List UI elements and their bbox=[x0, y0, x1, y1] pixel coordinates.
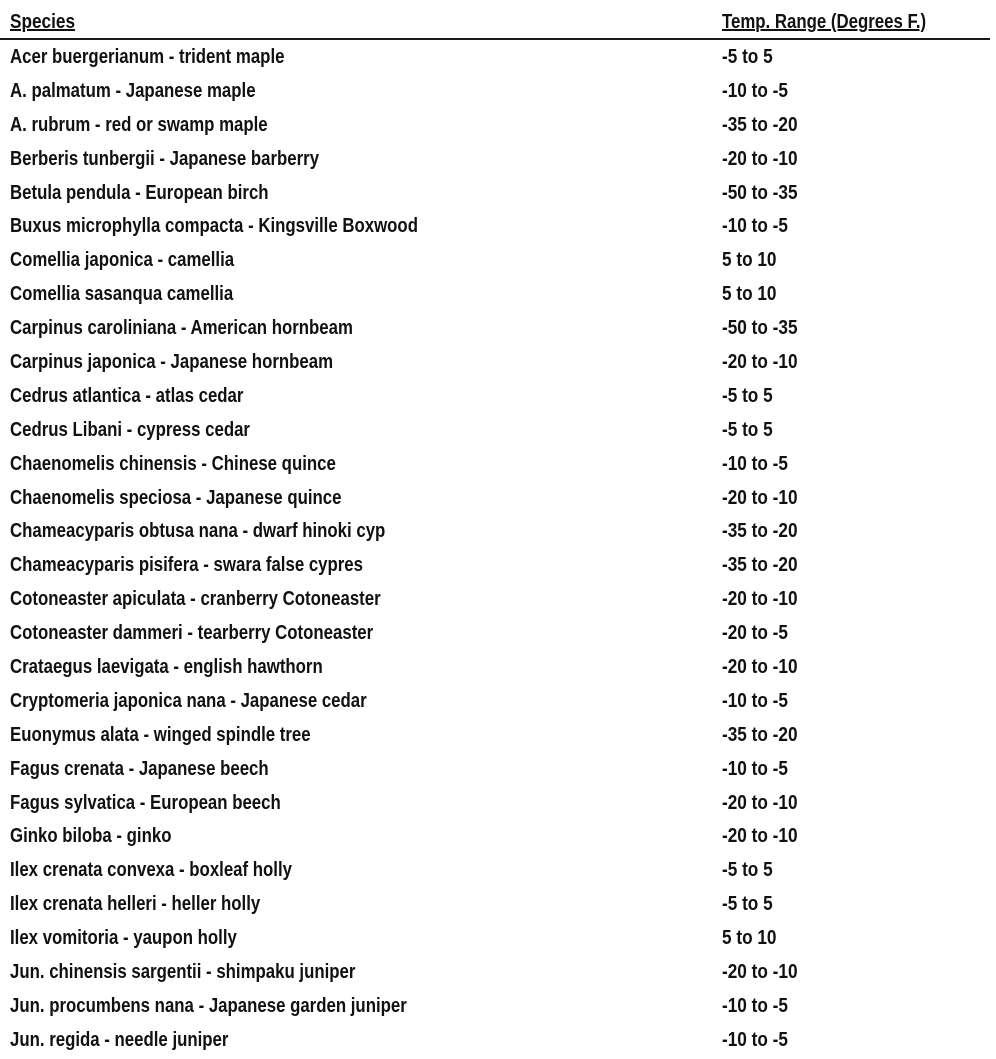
table-row bbox=[0, 483, 996, 517]
species-cell: Chameacyparis obtusa nana - dwarf hinoki cyp bbox=[10, 520, 386, 543]
species-cell: Fagus crenata - Japanese beech bbox=[10, 757, 269, 780]
species-cell: Chaenomelis chinensis - Chinese quince bbox=[10, 452, 336, 475]
table-body bbox=[0, 42, 996, 1059]
table-row bbox=[0, 279, 996, 313]
table-row bbox=[0, 754, 996, 788]
temp-range-cell: -20 to -10 bbox=[722, 588, 798, 611]
species-cell: Comellia japonica - camellia bbox=[10, 249, 235, 272]
temp-range-cell: -20 to -5 bbox=[722, 622, 788, 645]
table-row bbox=[0, 110, 996, 144]
table-row bbox=[0, 381, 996, 415]
species-cell: Ginko biloba - ginko bbox=[10, 825, 172, 848]
temp-range-cell: 5 to 10 bbox=[722, 283, 777, 306]
species-cell: Jun. chinensis sargentii - shimpaku juniper bbox=[10, 961, 356, 984]
species-cell: A. palmatum - Japanese maple bbox=[10, 79, 256, 102]
species-cell: Ilex crenata helleri - heller holly bbox=[10, 893, 261, 916]
species-cell: Euonymus alata - winged spindle tree bbox=[10, 723, 311, 746]
table-row bbox=[0, 516, 996, 550]
temp-range-cell: -10 to -5 bbox=[722, 757, 788, 780]
species-cell: Fagus sylvatica - European beech bbox=[10, 791, 281, 814]
species-cell: Cotoneaster apiculata - cranberry Cotoneaster bbox=[10, 588, 381, 611]
temp-range-cell: -20 to -10 bbox=[722, 147, 798, 170]
table-row bbox=[0, 313, 996, 347]
table-header bbox=[0, 6, 990, 40]
table-row bbox=[0, 720, 996, 754]
species-cell: Crataegus laevigata - english hawthorn bbox=[10, 656, 323, 679]
species-cell: Comellia sasanqua camellia bbox=[10, 283, 234, 306]
species-cell: A. rubrum - red or swamp maple bbox=[10, 113, 268, 136]
table-row bbox=[0, 211, 996, 245]
table-row bbox=[0, 652, 996, 686]
table-row bbox=[0, 855, 996, 889]
temp-range-cell: -5 to 5 bbox=[722, 384, 773, 407]
table-row bbox=[0, 584, 996, 618]
table-row bbox=[0, 449, 996, 483]
table-row bbox=[0, 686, 996, 720]
temp-range-column-header: Temp. Range (Degrees F.) bbox=[722, 11, 927, 33]
table-row bbox=[0, 889, 996, 923]
temp-range-cell: -10 to -5 bbox=[722, 689, 788, 712]
species-cell: Ilex vomitoria - yaupon holly bbox=[10, 927, 237, 950]
table-row bbox=[0, 550, 996, 584]
species-cell: Ilex crenata convexa - boxleaf holly bbox=[10, 859, 292, 882]
temp-range-cell: -5 to 5 bbox=[722, 46, 773, 68]
species-cell: Jun. procumbens nana - Japanese garden juniper bbox=[10, 994, 407, 1017]
species-cell: Buxus microphylla compacta - Kingsville Boxwood bbox=[10, 215, 418, 238]
species-cell: Acer buergerianum - trident maple bbox=[10, 46, 285, 68]
species-cell: Berberis tunbergii - Japanese barberry bbox=[10, 147, 320, 170]
temp-range-cell: -20 to -10 bbox=[722, 486, 798, 509]
species-cell: Carpinus caroliniana - American hornbeam bbox=[10, 317, 353, 340]
table-row bbox=[0, 76, 996, 110]
table-row bbox=[0, 1025, 996, 1059]
temp-range-cell: 5 to 10 bbox=[722, 927, 777, 950]
species-cell: Cryptomeria japonica nana - Japanese cedar bbox=[10, 689, 367, 712]
temp-range-cell: -10 to -5 bbox=[722, 79, 788, 102]
temp-range-cell: -50 to -35 bbox=[722, 317, 798, 340]
temp-range-cell: -10 to -5 bbox=[722, 1028, 788, 1051]
table-row bbox=[0, 923, 996, 957]
temp-range-cell: -20 to -10 bbox=[722, 791, 798, 814]
temp-range-cell: -50 to -35 bbox=[722, 181, 798, 204]
temp-range-cell: -10 to -5 bbox=[722, 452, 788, 475]
table-row bbox=[0, 347, 996, 381]
temp-range-cell: -20 to -10 bbox=[722, 961, 798, 984]
temp-range-cell: 5 to 10 bbox=[722, 249, 777, 272]
temp-range-cell: -10 to -5 bbox=[722, 994, 788, 1017]
species-cell: Cotoneaster dammeri - tearberry Cotoneaster bbox=[10, 622, 374, 645]
temp-range-cell: -20 to -10 bbox=[722, 656, 798, 679]
table-row bbox=[0, 144, 996, 178]
species-cell: Jun. regida - needle juniper bbox=[10, 1028, 229, 1051]
species-cell: Chaenomelis speciosa - Japanese quince bbox=[10, 486, 342, 509]
species-column-header: Species bbox=[10, 11, 76, 33]
temp-range-cell: -20 to -10 bbox=[722, 351, 798, 374]
species-cell: Carpinus japonica - Japanese hornbeam bbox=[10, 351, 334, 374]
temp-range-cell: -35 to -20 bbox=[722, 723, 798, 746]
temp-range-cell: -10 to -5 bbox=[722, 215, 788, 238]
table-row bbox=[0, 957, 996, 991]
table-row bbox=[0, 245, 996, 279]
species-cell: Cedrus atlantica - atlas cedar bbox=[10, 384, 244, 407]
temp-range-cell: -35 to -20 bbox=[722, 113, 798, 136]
temp-range-cell: -5 to 5 bbox=[722, 859, 773, 882]
species-cell: Chameacyparis pisifera - swara false cypres bbox=[10, 554, 363, 577]
table-row bbox=[0, 178, 996, 212]
temp-range-cell: -5 to 5 bbox=[722, 893, 773, 916]
temp-range-cell: -35 to -20 bbox=[722, 520, 798, 543]
table-row bbox=[0, 788, 996, 822]
table-row bbox=[0, 821, 996, 855]
species-cell: Cedrus Libani - cypress cedar bbox=[10, 418, 250, 441]
species-cell: Betula pendula - European birch bbox=[10, 181, 269, 204]
table-row bbox=[0, 415, 996, 449]
table-row bbox=[0, 618, 996, 652]
temp-range-cell: -5 to 5 bbox=[722, 418, 773, 441]
temp-range-cell: -20 to -10 bbox=[722, 825, 798, 848]
table-row bbox=[0, 991, 996, 1025]
table-row bbox=[0, 42, 996, 76]
temp-range-cell: -35 to -20 bbox=[722, 554, 798, 577]
